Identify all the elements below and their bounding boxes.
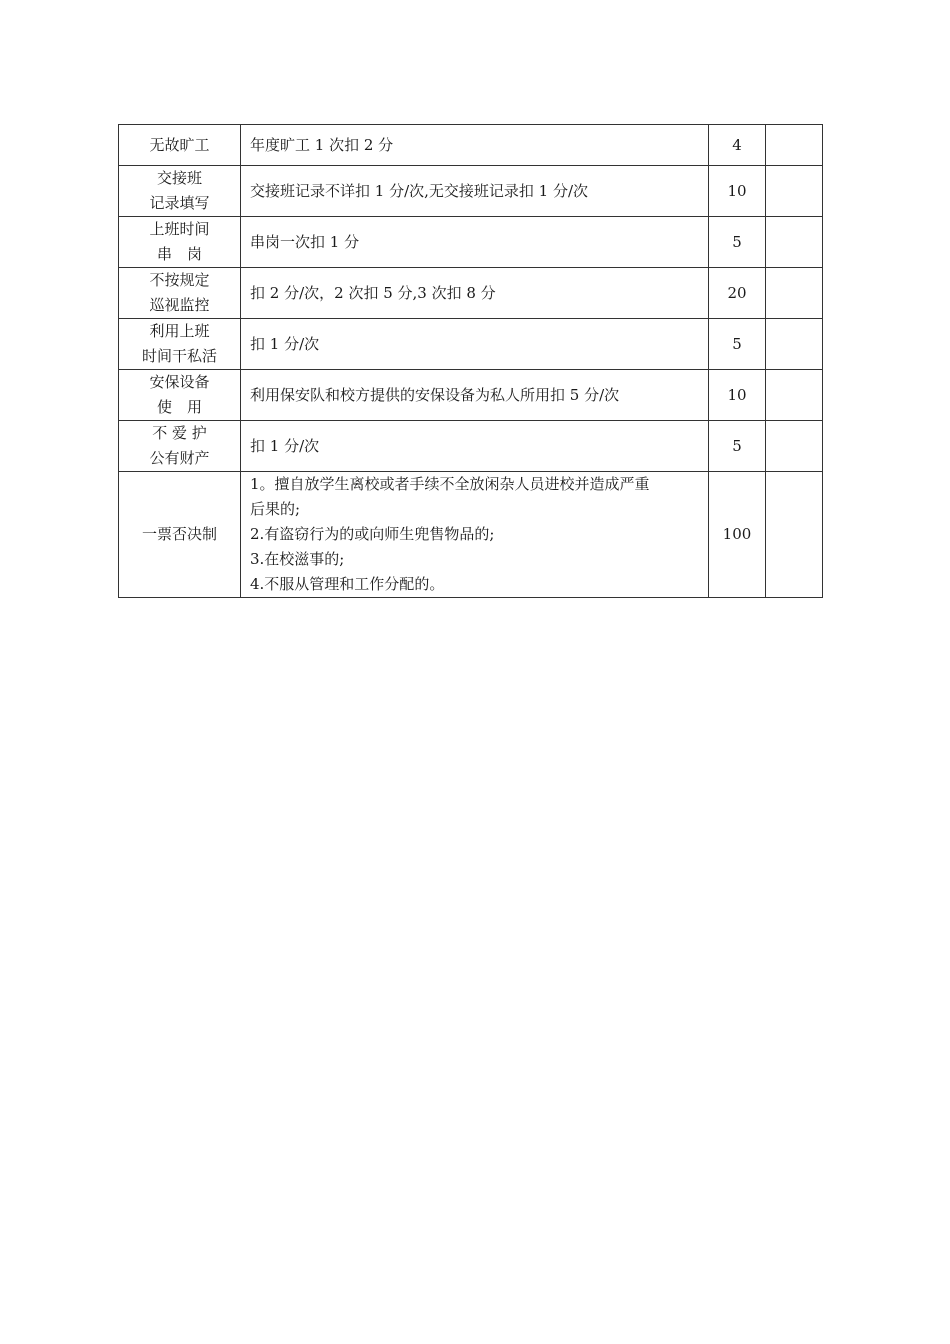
- table-row: [119, 319, 823, 370]
- document-page: [118, 124, 822, 598]
- score-cell: 5: [709, 217, 766, 268]
- item-cell: 不按规定 巡视监控: [119, 268, 241, 319]
- score-cell: 10: [709, 370, 766, 421]
- blank-cell: [766, 319, 823, 370]
- item-cell: 利用上班 时间干私活: [119, 319, 241, 370]
- criteria-cell: 年度旷工 1 次扣 2 分: [241, 125, 709, 166]
- veto-line: 2.有盗窃行为的或向师生兜售物品的;: [250, 525, 495, 543]
- veto-line: 后果的;: [250, 500, 301, 518]
- blank-cell: [766, 268, 823, 319]
- criteria-cell: 交接班记录不详扣 1 分/次,无交接班记录扣 1 分/次: [241, 166, 709, 217]
- blank-cell: [766, 166, 823, 217]
- criteria-cell: 串岗一次扣 1 分: [241, 217, 709, 268]
- criteria-cell: 扣 1 分/次: [241, 319, 709, 370]
- item-cell: 上班时间 串 岗: [119, 217, 241, 268]
- criteria-cell: [241, 472, 709, 598]
- score-cell: 100: [709, 472, 766, 598]
- veto-criteria-list: [250, 472, 700, 597]
- item-cell: 交接班 记录填写: [119, 166, 241, 217]
- item-cell: 不 爱 护 公有财产: [119, 421, 241, 472]
- blank-cell: [766, 217, 823, 268]
- score-cell: 4: [709, 125, 766, 166]
- blank-cell: [766, 421, 823, 472]
- table-row: [119, 217, 823, 268]
- score-cell: 5: [709, 319, 766, 370]
- table-row: [119, 421, 823, 472]
- veto-line: 1。擅自放学生离校或者手续不全放闲杂人员进校并造成严重: [250, 475, 650, 493]
- criteria-cell: 利用保安队和校方提供的安保设备为私人所用扣 5 分/次: [241, 370, 709, 421]
- criteria-cell: 扣 1 分/次: [241, 421, 709, 472]
- table-row: [119, 370, 823, 421]
- criteria-cell: 扣 2 分/次，2 次扣 5 分,3 次扣 8 分: [241, 268, 709, 319]
- blank-cell: [766, 472, 823, 598]
- table-row: [119, 125, 823, 166]
- item-cell: 安保设备 使 用: [119, 370, 241, 421]
- blank-cell: [766, 370, 823, 421]
- veto-line: 4.不服从管理和工作分配的。: [250, 575, 445, 593]
- score-cell: 5: [709, 421, 766, 472]
- veto-line: 3.在校滋事的;: [250, 550, 345, 568]
- score-cell: 20: [709, 268, 766, 319]
- item-cell: 无故旷工: [119, 125, 241, 166]
- item-cell: 一票否决制: [119, 472, 241, 598]
- table-row: [119, 166, 823, 217]
- evaluation-table: [118, 124, 823, 598]
- table-row-veto: [119, 472, 823, 598]
- table-row: [119, 268, 823, 319]
- blank-cell: [766, 125, 823, 166]
- score-cell: 10: [709, 166, 766, 217]
